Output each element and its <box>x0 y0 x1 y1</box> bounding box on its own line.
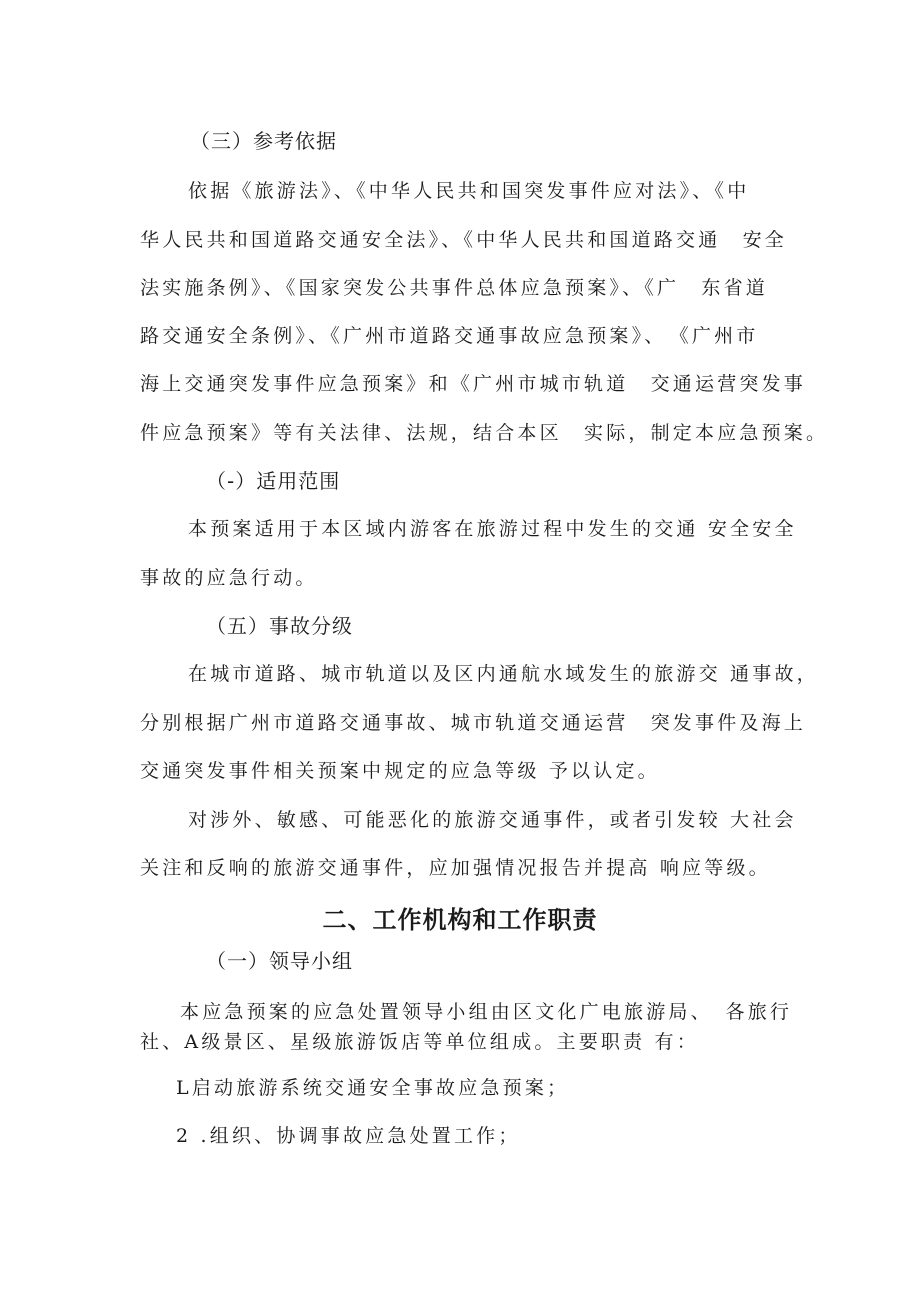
paragraph-line: 海上交通突发事件应急预案》和《广州市城市轨道 交通运营突发事 <box>140 373 807 395</box>
section-heading-reference-basis: （三）参考依据 <box>190 129 337 153</box>
list-item: L启动旅游系统交通安全事故应急预案； <box>176 1077 570 1099</box>
section-heading-scope: （-）适用范围 <box>206 469 341 493</box>
paragraph-line: 本应急预案的应急处置领导小组由区文化广电旅游局、 各旅行 <box>180 1001 793 1023</box>
paragraph-line: 路交通安全条例》、《广州市道路交通事故应急预案》、 《广州市 <box>140 325 759 347</box>
paragraph-line: 本预案适用于本区域内游客在旅游过程中发生的交通 安全安全 <box>188 518 797 540</box>
paragraph-line: 社、A级景区、星级旅游饭店等单位组成。主要职责 有： <box>140 1031 699 1053</box>
paragraph-line: 法实施条例》、《国家突发公共事件总体应急预案》、《广 东省道 <box>140 277 769 299</box>
section-heading-leadership-group: （一）领导小组 <box>206 949 353 973</box>
list-item: 2 .组织、协调事故应急处置工作； <box>176 1125 521 1147</box>
paragraph-line: 华人民共和国道路交通安全法》、《中华人民共和国道路交通 安全 <box>140 229 788 251</box>
paragraph-line: 在城市道路、城市轨道以及区内通航水域发生的旅游交 通事故， <box>188 663 819 685</box>
paragraph-line: 分别根据广州市道路交通事故、城市轨道交通运营 突发事件及海上 <box>140 712 807 734</box>
paragraph-line: 件应急预案》等有关法律、法规，结合本区 实际，制定本应急预案。 <box>140 422 829 444</box>
paragraph-line: 事故的应急行动。 <box>140 567 318 589</box>
paragraph-line: 依据《旅游法》、《中华人民共和国突发事件应对法》、《中 <box>188 180 750 202</box>
chapter-title: 二、工作机构和工作职责 <box>322 906 598 934</box>
paragraph-line: 关注和反响的旅游交通事件，应加强情况报告并提高 响应等级。 <box>140 857 771 879</box>
paragraph-line: 对涉外、敏感、可能恶化的旅游交通事件，或者引发较 大社会 <box>188 809 797 831</box>
section-heading-accident-classification: （五）事故分级 <box>206 614 353 638</box>
paragraph-line: 交通突发事件相关预案中规定的应急等级 予以认定。 <box>140 760 660 782</box>
